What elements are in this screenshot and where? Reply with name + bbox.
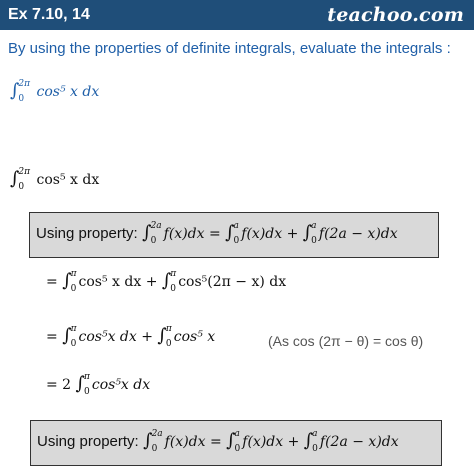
solution-step-2 bbox=[46, 325, 215, 349]
integrand: f(x)dx bbox=[163, 226, 205, 242]
integral-sign: ∫ bbox=[226, 430, 236, 451]
equals-sign: = bbox=[46, 274, 58, 290]
lower-limit: 0 bbox=[150, 236, 157, 246]
lower-limit: 0 bbox=[311, 236, 317, 246]
integral-sign: ∫ bbox=[143, 430, 153, 451]
integral-sign: ∫ bbox=[75, 373, 85, 394]
question-text: By using the properties of definite integrals, evaluate the integrals : bbox=[8, 40, 451, 57]
upper-limit: a bbox=[312, 429, 318, 439]
property-formula bbox=[36, 222, 398, 246]
plus-sign: + bbox=[286, 226, 299, 242]
equals-two: = 2 bbox=[46, 377, 72, 393]
upper-limit: 2a bbox=[150, 221, 162, 231]
solution-step-3 bbox=[46, 373, 150, 397]
integrand: f(x)dx bbox=[241, 226, 283, 242]
integrand: f(x)dx bbox=[164, 434, 206, 450]
property-label: Using property: bbox=[36, 225, 138, 242]
upper-limit: a bbox=[311, 221, 317, 231]
upper-limit: π bbox=[83, 372, 90, 382]
equals-sign: = bbox=[208, 226, 221, 242]
property-box-2 bbox=[30, 420, 442, 466]
upper-limit: a bbox=[233, 221, 239, 231]
upper-limit: 2a bbox=[151, 429, 163, 439]
lower-limit: 0 bbox=[234, 444, 241, 454]
integral-sign: ∫ bbox=[225, 222, 235, 243]
integral-sign: ∫ bbox=[142, 222, 152, 243]
integral-sign: ∫ bbox=[10, 80, 20, 101]
integral-sign: ∫ bbox=[10, 168, 20, 189]
upper-limit: a bbox=[234, 429, 240, 439]
integrand: cos⁵ x dx bbox=[78, 274, 142, 290]
integral-sign: ∫ bbox=[303, 430, 314, 451]
integrand: cos⁵(2π − x) dx bbox=[178, 274, 287, 290]
integrand: cos⁵ x dx bbox=[36, 172, 100, 188]
lower-limit: 0 bbox=[170, 284, 176, 294]
equals-sign: = bbox=[209, 434, 222, 450]
upper-limit: 2π bbox=[18, 167, 31, 177]
lower-limit: 0 bbox=[233, 236, 240, 246]
plus-sign: + bbox=[141, 329, 153, 345]
lower-limit: 0 bbox=[165, 339, 172, 349]
header-bar bbox=[0, 0, 474, 30]
lower-limit: 0 bbox=[70, 284, 77, 294]
upper-limit: 2π bbox=[18, 79, 31, 89]
lower-limit: 0 bbox=[151, 444, 158, 454]
integrand: cos⁵x dx bbox=[78, 329, 137, 345]
plus-sign: + bbox=[145, 274, 158, 290]
integral-sign: ∫ bbox=[161, 270, 172, 291]
integrand: f(x)dx bbox=[242, 434, 284, 450]
exercise-title: Ex 7.10, 14 bbox=[8, 6, 90, 23]
identity-note: (As cos (2π − θ) = cos θ) bbox=[268, 333, 424, 349]
upper-limit: π bbox=[170, 269, 177, 279]
solution-start-integral bbox=[10, 168, 99, 192]
integrand: f(2a − x)dx bbox=[319, 434, 399, 450]
property-formula-2 bbox=[37, 430, 399, 454]
integrand: f(2a − x)dx bbox=[318, 226, 398, 242]
lower-limit: 0 bbox=[312, 444, 318, 454]
plus-sign: + bbox=[287, 434, 300, 450]
teachoo-logo: teachoo.com bbox=[327, 4, 464, 26]
lower-limit: 0 bbox=[83, 387, 90, 397]
solution-step-1 bbox=[46, 270, 286, 294]
property-box bbox=[29, 212, 439, 258]
integrand: cos⁵x dx bbox=[91, 377, 151, 393]
integral-sign: ∫ bbox=[157, 325, 167, 346]
property-label: Using property: bbox=[37, 433, 139, 450]
upper-limit: π bbox=[165, 324, 172, 334]
integral-sign: ∫ bbox=[302, 222, 313, 243]
integrand: cos⁵ x bbox=[173, 329, 216, 345]
question-integral bbox=[10, 80, 99, 104]
integral-sign: ∫ bbox=[62, 270, 72, 291]
integrand: cos⁵ x dx bbox=[36, 84, 100, 100]
equals-sign: = bbox=[46, 329, 58, 345]
integral-sign: ∫ bbox=[62, 325, 72, 346]
upper-limit: π bbox=[70, 269, 77, 279]
lower-limit: 0 bbox=[18, 182, 25, 192]
lower-limit: 0 bbox=[70, 339, 77, 349]
upper-limit: π bbox=[70, 324, 77, 334]
lower-limit: 0 bbox=[18, 94, 25, 104]
